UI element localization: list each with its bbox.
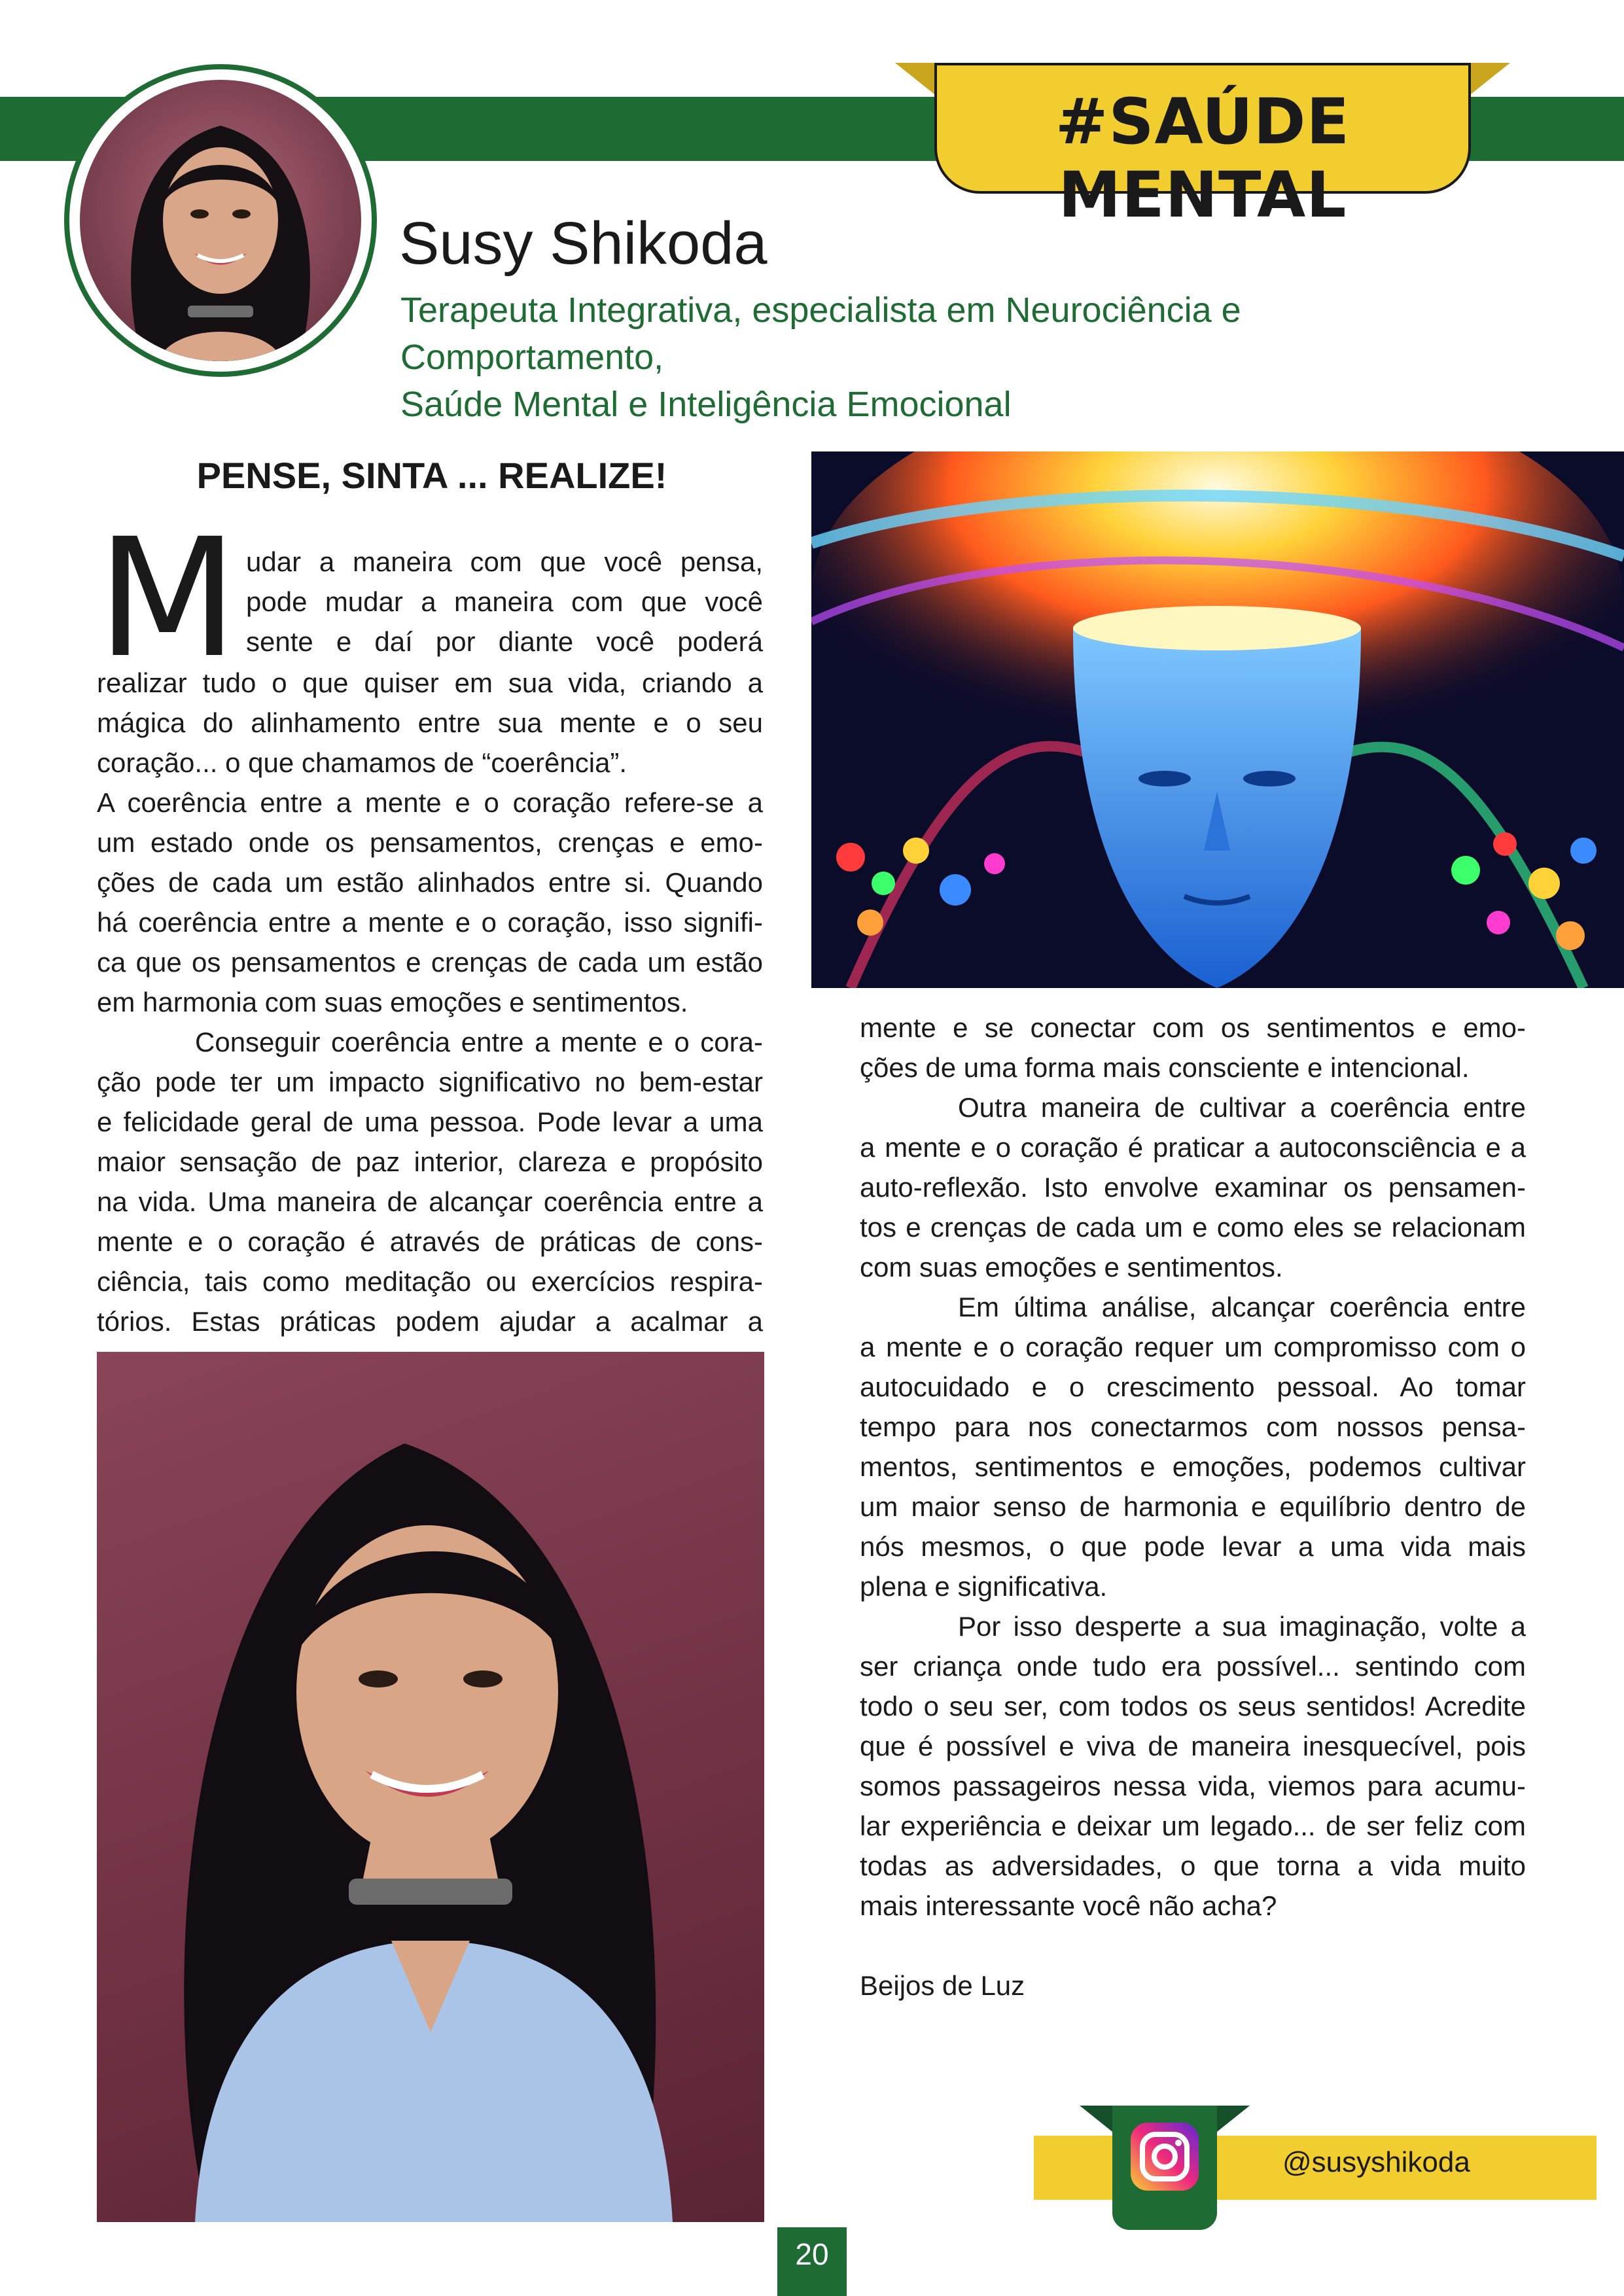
blank-line: [860, 1926, 1526, 1966]
right-column-body: [860, 1008, 1526, 2005]
author-portrait-photo: [97, 1352, 764, 2222]
article-headline: PENSE, SINTA ... REALIZE!: [196, 455, 667, 496]
page-number: 20: [795, 2237, 829, 2271]
text-line: e felicidade geral de uma pessoa. Pode levar a uma: [97, 1106, 763, 1137]
lead-paragraph: [246, 542, 763, 662]
text-line: mais interessante você não acha?: [860, 1890, 1277, 1921]
glowing-head-illustration: [811, 451, 1624, 988]
text-line: mente e se conectar com os sentimentos e emo-: [860, 1012, 1526, 1043]
text-line: Em última análise, alcançar coerência entre: [958, 1292, 1526, 1322]
text-line: todo o seu ser, com todos os seus sentidos! Acredite: [860, 1691, 1526, 1722]
text-line: autocuidado e o crescimento pessoal. Ao tomar: [860, 1371, 1526, 1402]
instagram-glyph: [1131, 2123, 1199, 2191]
text-line: tórios. Estas práticas podem ajudar a acalmar a: [97, 1306, 763, 1337]
instagram-icon[interactable]: [1131, 2123, 1199, 2191]
text-line: tempo para nos conectarmos com nossos pensa-: [860, 1411, 1526, 1442]
instagram-handle[interactable]: @susyshikoda: [1282, 2146, 1470, 2178]
text-line: um estado onde os pensamentos, crenças e emo-: [97, 827, 763, 858]
text-line: ção pode ter um impacto significativo no bem-estar: [97, 1067, 763, 1097]
text-line: auto-reflexão. Isto envolve examinar os pensamen-: [860, 1172, 1526, 1203]
lead-line: sente e daí por diante você poderá: [246, 626, 763, 657]
text-line: realizar tudo o que quiser em sua vida, criando a: [97, 667, 763, 698]
text-line: a mente e o coração é praticar a autoconsciência e a: [860, 1132, 1526, 1163]
text-line: na vida. Uma maneira de alcançar coerência entre a: [97, 1186, 763, 1217]
text-line: maior sensação de paz interior, clareza e propósito: [97, 1146, 763, 1177]
lead-line: pode mudar a maneira com que você: [246, 586, 763, 617]
text-line: plena e significativa.: [860, 1571, 1108, 1602]
author-avatar: [80, 80, 361, 361]
section-tag: #SAÚDE MENTAL: [1055, 85, 1350, 232]
drop-cap: M: [97, 503, 238, 694]
text-line: Conseguir coerência entre a mente e o cora-: [195, 1027, 763, 1057]
instagram-ribbon-left: [1080, 2106, 1112, 2132]
text-line: todas as adversidades, o que torna a vida muito: [860, 1850, 1526, 1881]
left-column-body: [97, 663, 763, 1341]
author-title-line-2: Saúde Mental e Inteligência Emocional: [400, 385, 1012, 424]
brain-illustration-photo: [811, 451, 1624, 988]
text-line: Por isso desperte a sua imaginação, volte a: [958, 1611, 1526, 1642]
text-line: mentos, sentimentos e emoções, podemos cultivar: [860, 1451, 1526, 1482]
text-line: em harmonia com suas emoções e sentimentos.: [97, 987, 688, 1017]
text-line: A coerência entre a mente e o coração refere-se a: [97, 787, 763, 818]
text-line: que é possível e viva de maneira inesquecível, pois: [860, 1731, 1526, 1761]
lead-line: udar a maneira com que você pensa,: [246, 546, 763, 577]
text-line: um maior senso de harmonia e equilíbrio dentro de: [860, 1491, 1526, 1522]
instagram-ribbon-right: [1217, 2106, 1250, 2132]
author-title: [400, 287, 1513, 428]
text-line: a mente e o coração requer um compromisso com o: [860, 1332, 1526, 1362]
sign-off: Beijos de Luz: [860, 1970, 1025, 2001]
text-line: ções de cada um estão alinhados entre si. Quando: [97, 867, 763, 898]
text-line: somos passageiros nessa vida, viemos para acumu-: [860, 1771, 1526, 1801]
text-line: mágica do alinhamento entre sua mente e o seu: [97, 707, 763, 738]
text-line: Outra maneira de cultivar a coerência entre: [958, 1092, 1526, 1123]
text-line: com suas emoções e sentimentos.: [860, 1252, 1283, 1282]
text-line: ser criança onde tudo era possível... sentindo com: [860, 1651, 1526, 1682]
author-name: Susy Shikoda: [399, 210, 768, 277]
text-line: nós mesmos, o que pode levar a uma vida mais: [860, 1531, 1526, 1562]
text-line: ções de uma forma mais consciente e intencional.: [860, 1052, 1470, 1083]
text-line: ciência, tais como meditação ou exercícios respira-: [97, 1266, 763, 1297]
text-line: lar experiência e deixar um legado... de ser feliz com: [860, 1810, 1526, 1841]
tag-ribbon-left: [895, 63, 934, 94]
avatar-portrait-illustration: [80, 80, 361, 361]
tag-ribbon-right: [1471, 63, 1510, 94]
text-line: tos e crenças de cada um e como eles se relacionam: [860, 1212, 1526, 1243]
portrait-illustration: [97, 1352, 764, 2222]
text-line: ca que os pensamentos e crenças de cada um estão: [97, 947, 763, 978]
text-line: coração... o que chamamos de “coerência”.: [97, 747, 627, 778]
text-line: há coerência entre a mente e o coração, isso signifi-: [97, 907, 763, 938]
text-line: mente e o coração é através de práticas de cons-: [97, 1226, 763, 1257]
author-title-line-1: Terapeuta Integrativa, especialista em Neurociência e Comportamento,: [400, 291, 1241, 377]
